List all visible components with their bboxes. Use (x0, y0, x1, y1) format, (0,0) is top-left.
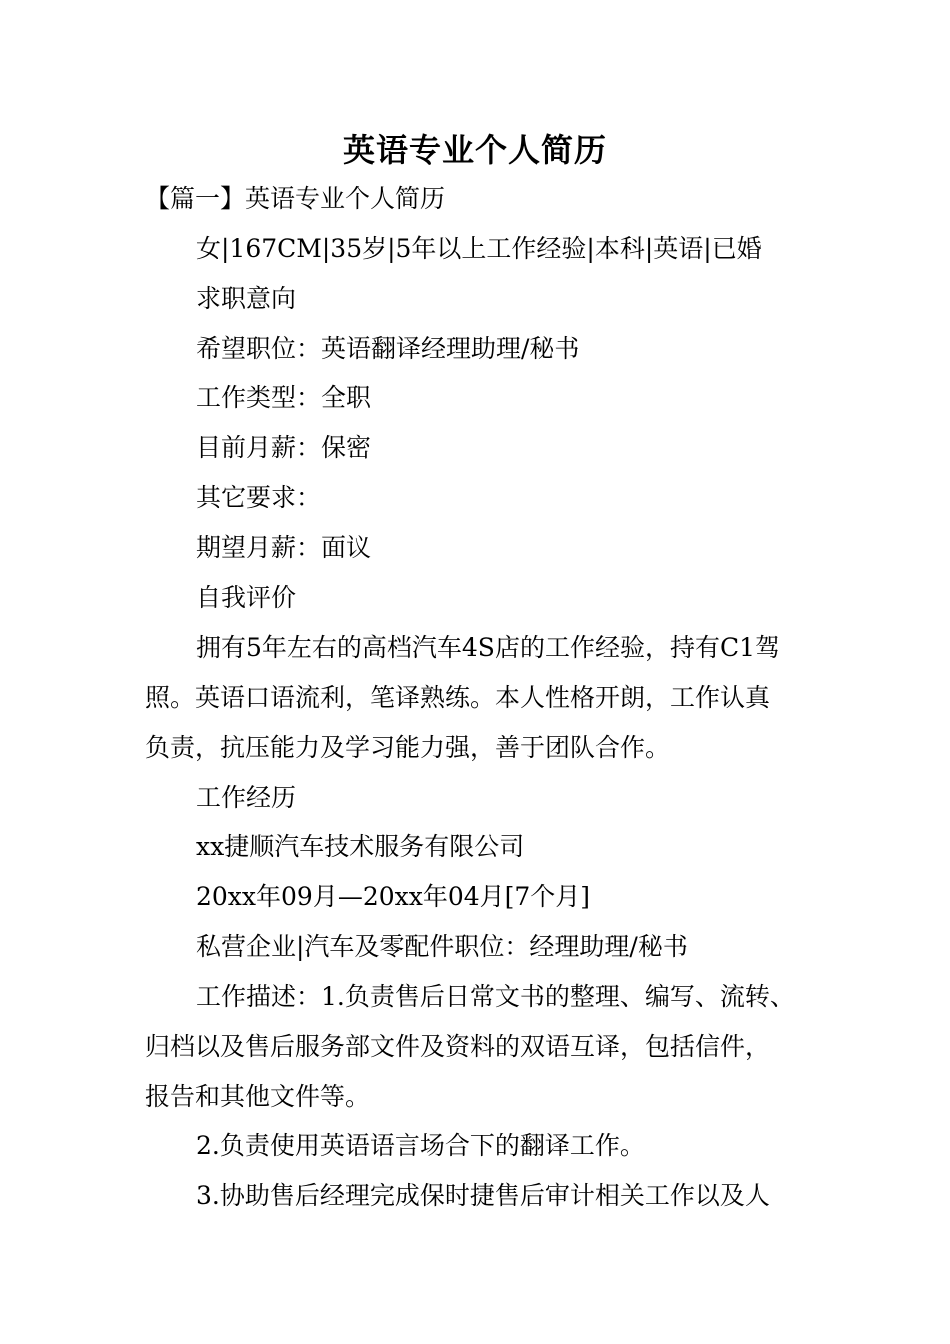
experience-desc-line: 归档以及售后服务部文件及资料的双语互译，包括信件， (145, 1032, 771, 1061)
experience-period: 20xx年09月—20xx年04月[7个月] (196, 882, 591, 911)
self-eval-line: 拥有5年左右的高档汽车4S店的工作经验，持有C1驾 (196, 633, 780, 662)
self-eval-line: 照。英语口语流利，笔译熟练。本人性格开朗，工作认真 (145, 683, 771, 712)
intent-other: 其它要求： (196, 483, 322, 512)
section-heading: 【篇一】英语专业个人简历 (145, 184, 446, 213)
intent-expected-salary: 期望月薪：面议 (196, 533, 372, 562)
intent-current-salary: 目前月薪：保密 (196, 433, 372, 462)
document-title: 英语专业个人简历 (342, 131, 607, 169)
experience-item-3: 3.协助售后经理完成保时捷售后审计相关工作以及人 (196, 1181, 770, 1210)
experience-company: xx捷顺汽车技术服务有限公司 (196, 832, 525, 861)
intent-heading: 求职意向 (196, 284, 297, 313)
intent-position: 希望职位：英语翻译经理助理/秘书 (196, 334, 580, 363)
experience-item-2: 2.负责使用英语语言场合下的翻译工作。 (196, 1131, 645, 1160)
intent-job-type: 工作类型：全职 (196, 383, 372, 412)
self-eval-heading: 自我评价 (196, 583, 297, 612)
experience-desc-line: 报告和其他文件等。 (145, 1082, 371, 1111)
experience-desc-line: 工作描述：1.负责售后日常文书的整理、编写、流转、 (196, 982, 795, 1011)
self-eval-line: 负责，抗压能力及学习能力强，善于团队合作。 (145, 733, 671, 762)
experience-heading: 工作经历 (196, 783, 297, 812)
experience-category: 私营企业|汽车及零配件职位：经理助理/秘书 (196, 932, 688, 961)
basic-info: 女|167CM|35岁|5年以上工作经验|本科|英语|已婚 (196, 234, 762, 263)
